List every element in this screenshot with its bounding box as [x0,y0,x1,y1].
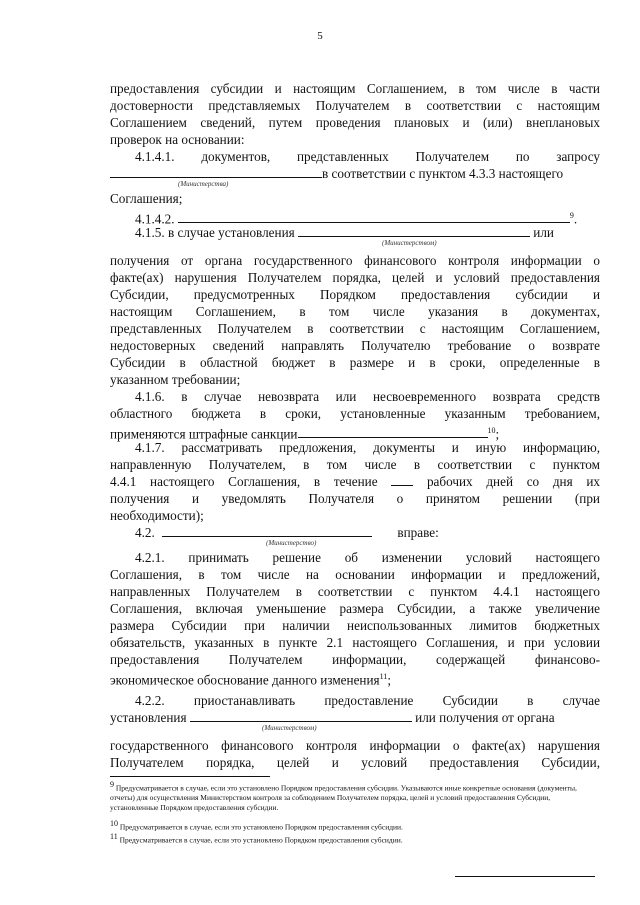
text-line: Получателем порядка, целей и условий предоставления Субсидии, [110,755,600,770]
page-number: 5 [317,30,323,42]
text-line: установления или получения от органа [110,710,555,725]
text-line: Соглашения, включая уменьшение размера Субсидии, а также увеличение [110,601,600,616]
text-line: Соглашения, в том числе на основании информации и предложений, [110,567,600,582]
blank-line [391,473,413,486]
text-line: экономическое обоснование данного изменения$^{11}$; [110,672,391,688]
text-line: 4.1.7. рассматривать предложения, документы и иную информацию, [135,440,600,455]
field-caption: (Министерством) [262,724,317,732]
text-line: размера Субсидии при наличии неиспользованных лимитов бюджетных [110,618,600,633]
blank-line [298,425,488,438]
text-line: факте(ах) нарушения Получателем порядка, целей и условий предоставления [110,270,600,285]
field-caption: (Министерство) [266,539,317,547]
signature-line [455,876,595,877]
footnote-10: $^{10}$ Предусматривается в случае, если это установлено Порядком предоставления субсидии. [110,819,403,832]
text-line: применяются штрафные санкции $^{10}$; [110,426,500,442]
text-line: направленную Получателем, в том числе в соответствии с пунктом [110,457,600,472]
footnote-separator [110,776,270,777]
text-line: указанном требовании; [110,372,241,387]
text-line: предоставления субсидии и настоящим Соглашением, в том числе в части [110,81,600,96]
text-line: обязательств, указанных в пункте 2.1 настоящего Соглашения, и при условии [110,635,600,650]
text-line: Соглашением сведений, путем проведения плановых и (или) внеплановых [110,115,600,130]
text-line: недостоверных сведений направлять Получателю требование о возврате [110,338,600,353]
text-line: 4.2.2. приостанавливать предоставление Субсидии в случае [135,693,600,708]
field-caption: (Министерства) [178,180,229,188]
blank-line [162,524,372,537]
footnote-9: $^9$ Предусматривается в случае, если это установлено Порядком предоставления субсидии. Указываются иные конкретные основания (документы, отчеты) для осуществления Министерством контроля за соблюдением Получателем порядка, целей и условий предоставления Субсидии, установленные Порядком предоставления субсидии. [110,780,577,812]
text-line: Субсидии в областной бюджет в размере и в сроки, определенные в [110,355,600,370]
blank-line [110,165,322,178]
text-line: Соглашения; [110,191,183,206]
text-line: 4.1.4.1. документов, представленных Получателем по запросу [135,149,600,164]
blank-line [178,210,570,223]
text-line: областного бюджета в сроки, установленные указанным требованием, [110,406,600,421]
text-line: 4.4.1 настоящего Соглашения, в течение рабочих дней со дня их [110,474,600,489]
blank-line [298,224,530,237]
field-caption: (Министерством) [382,239,437,247]
text-line: проверок на основании: [110,132,245,147]
text-line: 4.2.1. принимать решение об изменении условий настоящего [135,550,600,565]
text-line: представленных Получателем в соответствии с настоящим Соглашением, [110,321,600,336]
text-line: 4.1.4.2. $^9$. [135,211,578,227]
text-line: получения и уведомлять Получателя о принятом решении (при [110,491,600,506]
text-line: Субсидии, предусмотренных Порядком предоставления субсидии и [110,287,600,302]
text-line: необходимости); [110,508,204,523]
text-line: государственного финансового контроля информации о факте(ах) нарушения [110,738,600,753]
text-line: достоверности представляемых Получателем в соответствии с настоящим [110,98,600,113]
footnote-11: $^{11}$ Предусматривается в случае, если это установлено Порядком предоставления субсидии. [110,832,403,845]
blank-line [190,709,412,722]
text-line: 4.2. вправе: [135,525,439,540]
text-line: в соответствии с пунктом 4.3.3 настоящего [110,165,600,182]
text-line: направленных Получателем в соответствии с пунктом 4.4.1 настоящего [110,584,600,599]
text-line: предоставления Получателем информации, содержащей финансово- [110,652,600,667]
text-line: 4.1.6. в случае невозврата или несвоевременного возврата средств [135,389,600,404]
text-line: 4.1.5. в случае установления или [135,225,554,240]
text-line: настоящим Соглашением, в том числе указания в документах, [110,304,600,319]
text-line: получения от органа государственного финансового контроля информации о [110,253,600,268]
